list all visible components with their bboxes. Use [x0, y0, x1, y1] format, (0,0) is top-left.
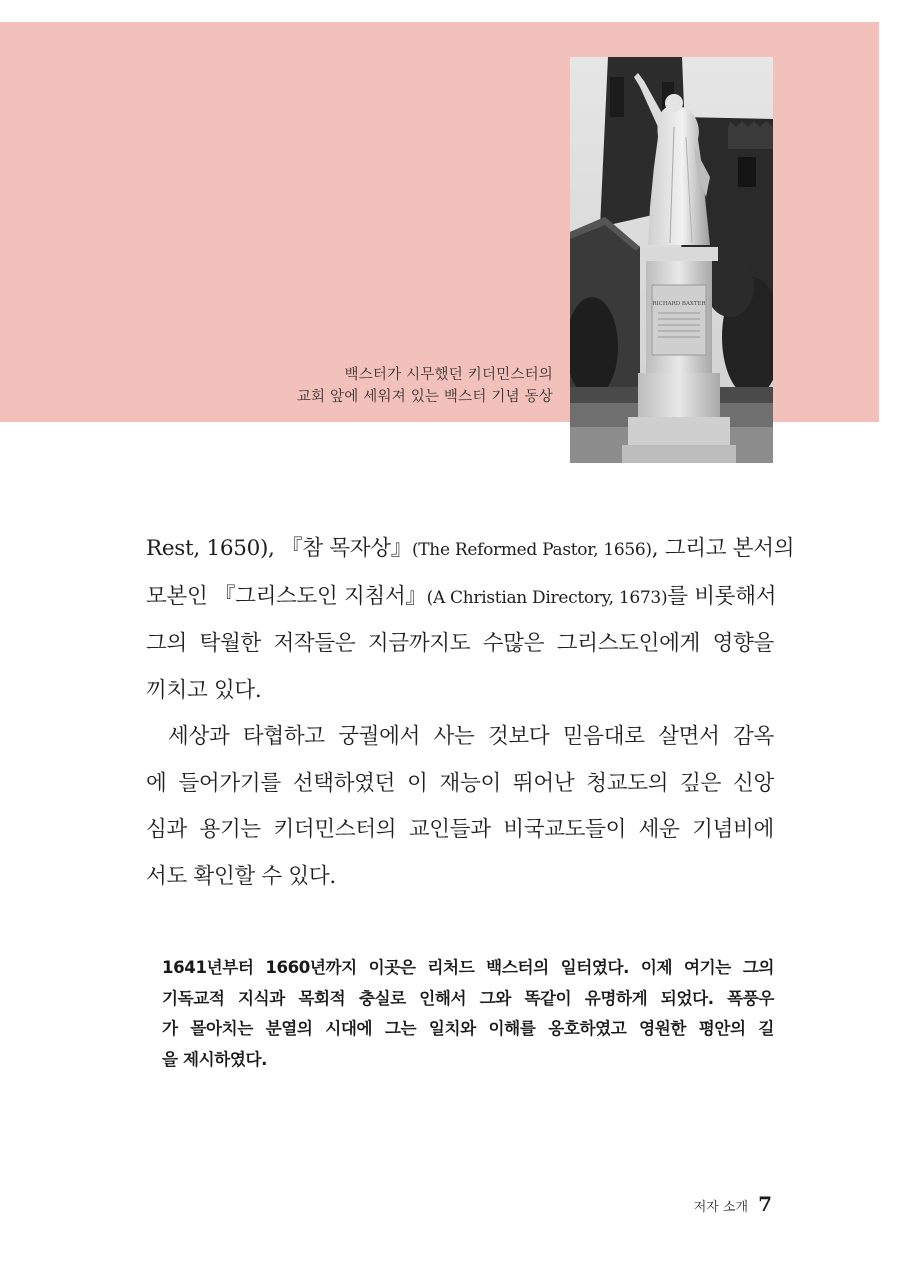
body-line-8: 서도 확인할 수 있다. [146, 863, 336, 889]
body-line-1: Rest, 1650), 『참 목자상』(The Reformed Pastor, 1656), 그리고 본서의 [146, 536, 795, 561]
caption-line-2: 교회 앞에 세워져 있는 백스터 기념 동상 [296, 389, 553, 405]
body-line-3: 그의 탁월한 저작들은 지금까지도 수많은 그리스도인에게 영향을 [146, 631, 774, 656]
running-section-title: 저자 소개 [693, 1200, 749, 1215]
quote-line-4: 을 제시하였다. [162, 1049, 268, 1069]
page-footer [694, 1192, 772, 1216]
body-line-7: 심과 용기는 키더민스터의 교인들과 비국교도들이 세운 기념비에 [146, 817, 774, 842]
memorial-inscription-quote [162, 953, 774, 1075]
body-line-4: 끼치고 있다. [146, 677, 262, 703]
baxter-statue-photo [570, 57, 773, 463]
quote-line-1: 1641년부터 1660년까지 이곳은 리처드 백스터의 일터였다. 이제 여기는 그의 [162, 958, 774, 977]
quote-line-2: 기독교적 지식과 목회적 충실로 인해서 그와 똑같이 유명하게 되었다. 폭풍우 [162, 988, 774, 1008]
main-body-text [146, 526, 795, 900]
photo-caption [297, 364, 553, 408]
body-line-5: 세상과 타협하고 궁궐에서 사는 것보다 믿음대로 살면서 감옥 [168, 724, 774, 749]
plaque-inscription: RICHARD BAXTER [652, 301, 706, 307]
page-number: 7 [758, 1192, 772, 1216]
body-line-6: 에 들어가기를 선택하였던 이 재능이 뛰어난 청교도의 깊은 신앙 [146, 770, 774, 796]
caption-line-1: 백스터가 시무했던 키더민스터의 [344, 367, 553, 383]
quote-line-3: 가 몰아치는 분열의 시대에 그는 일치와 이해를 옹호하였고 영원한 평안의 길 [162, 1019, 774, 1038]
body-line-2: 모본인 『그리스도인 지침서』(A Christian Directory, 1673)를 비롯해서 [146, 583, 777, 609]
